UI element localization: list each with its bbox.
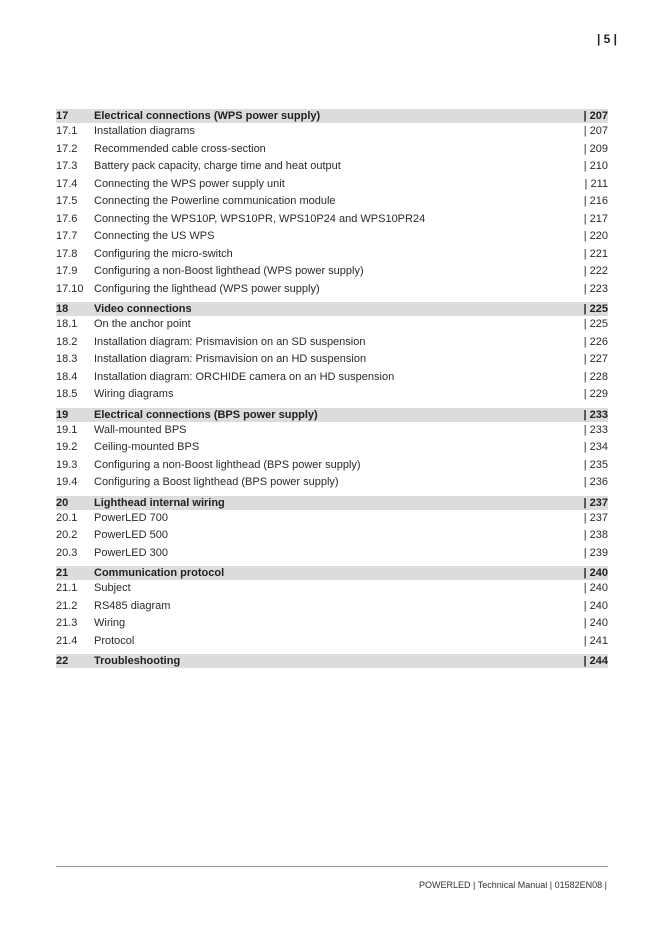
toc-entry-title: Subject — [94, 582, 131, 594]
toc-section-row — [56, 302, 608, 316]
toc-entry-row — [56, 246, 608, 264]
toc-entry-number: 17.6 — [56, 212, 78, 225]
toc-entry-page: | 227 — [583, 353, 608, 365]
toc-entry-number: 20.1 — [56, 511, 78, 524]
toc-entry-row — [56, 228, 608, 246]
toc-entry-page: | 237 — [583, 511, 608, 524]
toc-entry-title: Lighthead internal wiring — [94, 496, 225, 509]
toc-entry-title: Protocol — [94, 634, 135, 647]
toc-entry-number: 21.1 — [56, 582, 78, 594]
toc-entry-title: Connecting the Powerline communication module — [94, 195, 336, 207]
toc-entry-row — [56, 545, 608, 563]
toc-entry-page: | 238 — [583, 529, 608, 541]
toc-entry-page: | 233 — [583, 423, 608, 436]
toc-entry-title: Connecting the WPS10P, WPS10PR, WPS10P24 and WPS10PR24 — [94, 212, 426, 225]
toc-entry-title: Wiring diagrams — [94, 388, 174, 400]
toc-entry-row — [56, 123, 608, 141]
toc-entry-number: 18.3 — [56, 353, 78, 365]
toc-entry-row — [56, 474, 608, 492]
toc-entry-page: | 207 — [583, 110, 608, 122]
toc-section-row — [56, 566, 608, 580]
toc-entry-row — [56, 158, 608, 176]
table-of-contents — [56, 109, 608, 668]
toc-entry-page: | 220 — [583, 230, 608, 242]
toc-entry-row — [56, 633, 608, 651]
toc-entry-title: Configuring a non-Boost lighthead (BPS power supply) — [94, 458, 361, 471]
toc-entry-row — [56, 316, 608, 334]
toc-entry-row — [56, 281, 608, 299]
toc-entry-page: | 240 — [583, 582, 608, 594]
toc-entry-title: PowerLED 500 — [94, 529, 168, 541]
toc-entry-number: 17 — [56, 110, 69, 122]
toc-entry-title: Installation diagram: Prismavision on an HD suspension — [94, 353, 367, 365]
toc-entry-number: 20.2 — [56, 529, 78, 541]
toc-entry-page: | 225 — [583, 318, 608, 330]
toc-entry-number: 19.4 — [56, 476, 78, 488]
toc-entry-number: 17.4 — [56, 177, 78, 190]
toc-entry-number: 21.4 — [56, 634, 78, 647]
toc-entry-number: 21.2 — [56, 599, 78, 612]
toc-entry-page: | 210 — [583, 160, 608, 172]
toc-entry-page: | 240 — [583, 617, 608, 629]
toc-entry-page: | 226 — [583, 335, 608, 348]
toc-entry-title: Wiring — [94, 617, 126, 629]
toc-entry-number: 21 — [56, 567, 69, 579]
toc-entry-title: On the anchor point — [94, 318, 191, 330]
toc-entry-row — [56, 141, 608, 159]
toc-entry-page: | 207 — [583, 125, 608, 137]
toc-entry-row — [56, 422, 608, 440]
toc-entry-page: | 240 — [583, 599, 608, 612]
page-number: | 5 | — [596, 32, 617, 46]
toc-entry-row — [56, 457, 608, 475]
toc-entry-page: | 241 — [583, 634, 608, 647]
toc-entry-page: | 223 — [583, 282, 608, 295]
footer-text: POWERLED | Technical Manual | 01582EN08 | — [419, 880, 607, 890]
toc-entry-page: | 244 — [583, 655, 608, 667]
toc-entry-row — [56, 369, 608, 387]
toc-entry-number: 21.3 — [56, 617, 78, 629]
toc-entry-title: PowerLED 300 — [94, 546, 168, 559]
toc-section-row — [56, 654, 608, 668]
toc-entry-title: Electrical connections (WPS power supply) — [94, 110, 321, 122]
toc-entry-title: Communication protocol — [94, 567, 225, 579]
toc-entry-title: Configuring a non-Boost lighthead (WPS power supply) — [94, 265, 364, 277]
toc-entry-page: | 221 — [583, 247, 608, 260]
toc-entry-page: | 237 — [583, 496, 608, 509]
toc-entry-number: 19.1 — [56, 423, 78, 436]
toc-entry-number: 19.2 — [56, 441, 78, 453]
toc-entry-title: Connecting the WPS power supply unit — [94, 177, 285, 190]
toc-entry-row — [56, 598, 608, 616]
toc-entry-title: Electrical connections (BPS power supply) — [94, 408, 318, 421]
toc-section-row — [56, 109, 608, 123]
toc-entry-title: Configuring the lighthead (WPS power supply) — [94, 282, 320, 295]
toc-entry-number: 17.10 — [56, 282, 84, 295]
toc-entry-number: 19 — [56, 408, 69, 421]
toc-entry-number: 18 — [56, 303, 69, 315]
toc-entry-number: 17.3 — [56, 160, 78, 172]
toc-section-row — [56, 496, 608, 510]
toc-entry-page: | 239 — [583, 546, 608, 559]
toc-entry-page: | 236 — [583, 476, 608, 488]
toc-entry-title: Installation diagram: ORCHIDE camera on an HD suspension — [94, 370, 395, 383]
toc-entry-row — [56, 615, 608, 633]
toc-section-row — [56, 408, 608, 422]
toc-entry-title: Battery pack capacity, charge time and heat output — [94, 160, 341, 172]
toc-entry-number: 17.7 — [56, 230, 78, 242]
toc-entry-row — [56, 334, 608, 352]
toc-entry-title: Ceiling-mounted BPS — [94, 441, 200, 453]
toc-entry-page: | 235 — [583, 458, 608, 471]
toc-entry-title: Configuring a Boost lighthead (BPS power supply) — [94, 476, 339, 488]
toc-entry-number: 19.3 — [56, 458, 78, 471]
toc-entry-page: | 211 — [584, 177, 608, 190]
toc-entry-page: | 233 — [583, 408, 608, 421]
toc-entry-page: | 229 — [583, 388, 608, 400]
toc-entry-number: 17.2 — [56, 142, 78, 155]
toc-entry-title: Installation diagrams — [94, 125, 195, 137]
toc-entry-title: PowerLED 700 — [94, 511, 168, 524]
toc-entry-row — [56, 386, 608, 404]
toc-entry-row — [56, 351, 608, 369]
toc-entry-title: Troubleshooting — [94, 655, 181, 667]
toc-entry-number: 18.2 — [56, 335, 78, 348]
toc-entry-number: 18.5 — [56, 388, 78, 400]
toc-entry-page: | 240 — [583, 567, 608, 579]
toc-entry-row — [56, 211, 608, 229]
toc-entry-number: 18.1 — [56, 318, 78, 330]
toc-entry-page: | 228 — [583, 370, 608, 383]
toc-entry-row — [56, 527, 608, 545]
toc-entry-row — [56, 176, 608, 194]
toc-entry-row — [56, 510, 608, 528]
toc-entry-title: RS485 diagram — [94, 599, 171, 612]
footer-divider — [56, 866, 608, 867]
toc-entry-title: Connecting the US WPS — [94, 230, 215, 242]
toc-entry-page: | 234 — [583, 441, 608, 453]
toc-entry-number: 17.1 — [56, 125, 78, 137]
toc-entry-page: | 209 — [583, 142, 608, 155]
toc-entry-number: 20.3 — [56, 546, 78, 559]
toc-entry-row — [56, 263, 608, 281]
toc-entry-title: Recommended cable cross-section — [94, 142, 266, 155]
toc-entry-page: | 217 — [583, 212, 608, 225]
toc-entry-row — [56, 580, 608, 598]
toc-entry-row — [56, 193, 608, 211]
toc-entry-title: Wall-mounted BPS — [94, 423, 187, 436]
toc-entry-page: | 222 — [583, 265, 608, 277]
toc-entry-page: | 216 — [583, 195, 608, 207]
toc-entry-number: 20 — [56, 496, 69, 509]
toc-entry-number: 17.5 — [56, 195, 78, 207]
toc-entry-number: 17.9 — [56, 265, 78, 277]
toc-entry-title: Video connections — [94, 303, 192, 315]
toc-entry-title: Configuring the micro-switch — [94, 247, 233, 260]
toc-entry-number: 17.8 — [56, 247, 78, 260]
toc-entry-title: Installation diagram: Prismavision on an SD suspension — [94, 335, 366, 348]
toc-entry-number: 22 — [56, 655, 69, 667]
toc-entry-row — [56, 439, 608, 457]
toc-entry-page: | 225 — [583, 303, 608, 315]
toc-entry-number: 18.4 — [56, 370, 78, 383]
